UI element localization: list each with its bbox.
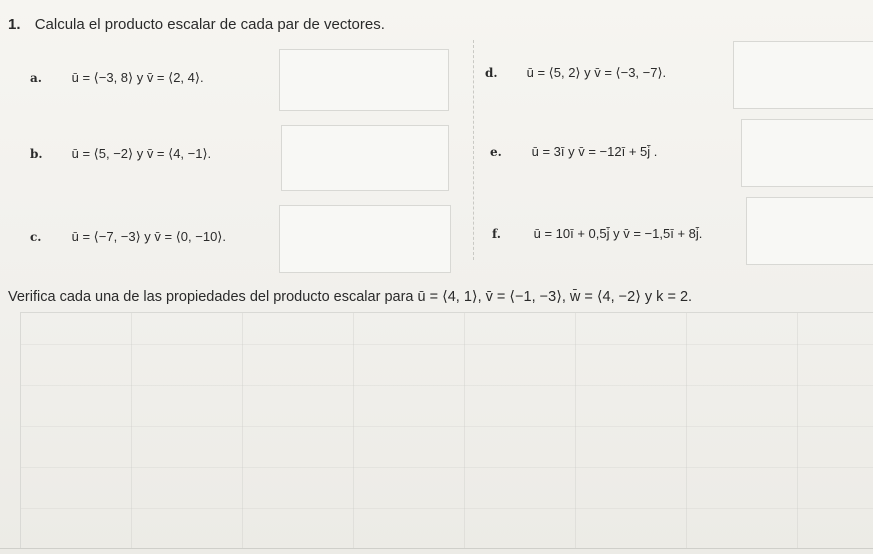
answer-box-f[interactable] (746, 197, 873, 265)
verify-instruction: Verifica cada una de las propiedades del producto escalar para ū = ⟨4, 1⟩, v̄ = ⟨−1, −3⟩, w̄ = ⟨4, −2⟩ y k = 2. (8, 289, 693, 305)
verify-answer-area[interactable] (20, 312, 873, 549)
exercise-instruction: Calcula el producto escalar de cada par de vectores. (34, 16, 385, 33)
item-d-expression: ū = ⟨5, 2⟩ y v̄ = ⟨−3, −7⟩. (526, 65, 667, 80)
item-c-label: c. (30, 230, 42, 244)
item-b (30, 146, 211, 162)
answer-box-b[interactable] (281, 125, 449, 191)
item-c-expression: ū = ⟨−7, −3⟩ y v̄ = ⟨0, −10⟩. (71, 229, 226, 244)
bottom-rule (0, 548, 873, 549)
exercise-number: 1. (8, 16, 21, 33)
item-a-expression: ū = ⟨−3, 8⟩ y v̄ = ⟨2, 4⟩. (71, 70, 204, 85)
item-f (492, 226, 702, 241)
column-divider (473, 40, 474, 260)
answer-box-d[interactable] (733, 41, 873, 109)
item-b-label: b. (30, 147, 43, 161)
item-b-expression: ū = ⟨5, −2⟩ y v̄ = ⟨4, −1⟩. (71, 146, 212, 161)
item-c (30, 229, 226, 245)
item-a-label: a. (30, 71, 42, 85)
item-f-label: f. (492, 227, 501, 241)
item-d (485, 65, 666, 81)
item-f-expression: ū = 10ī + 0,5j̄ y v̄ = −1,5ī + 8j̄. (533, 226, 703, 241)
item-d-label: d. (485, 66, 498, 80)
answer-box-c[interactable] (279, 205, 451, 273)
exercise-title (8, 16, 385, 33)
item-e-label: e. (490, 145, 502, 159)
answer-box-a[interactable] (279, 49, 449, 111)
item-e (490, 144, 657, 159)
item-a (30, 70, 204, 86)
item-e-expression: ū = 3ī y v̄ = −12ī + 5j̄ . (531, 144, 658, 159)
answer-box-e[interactable] (741, 119, 873, 187)
